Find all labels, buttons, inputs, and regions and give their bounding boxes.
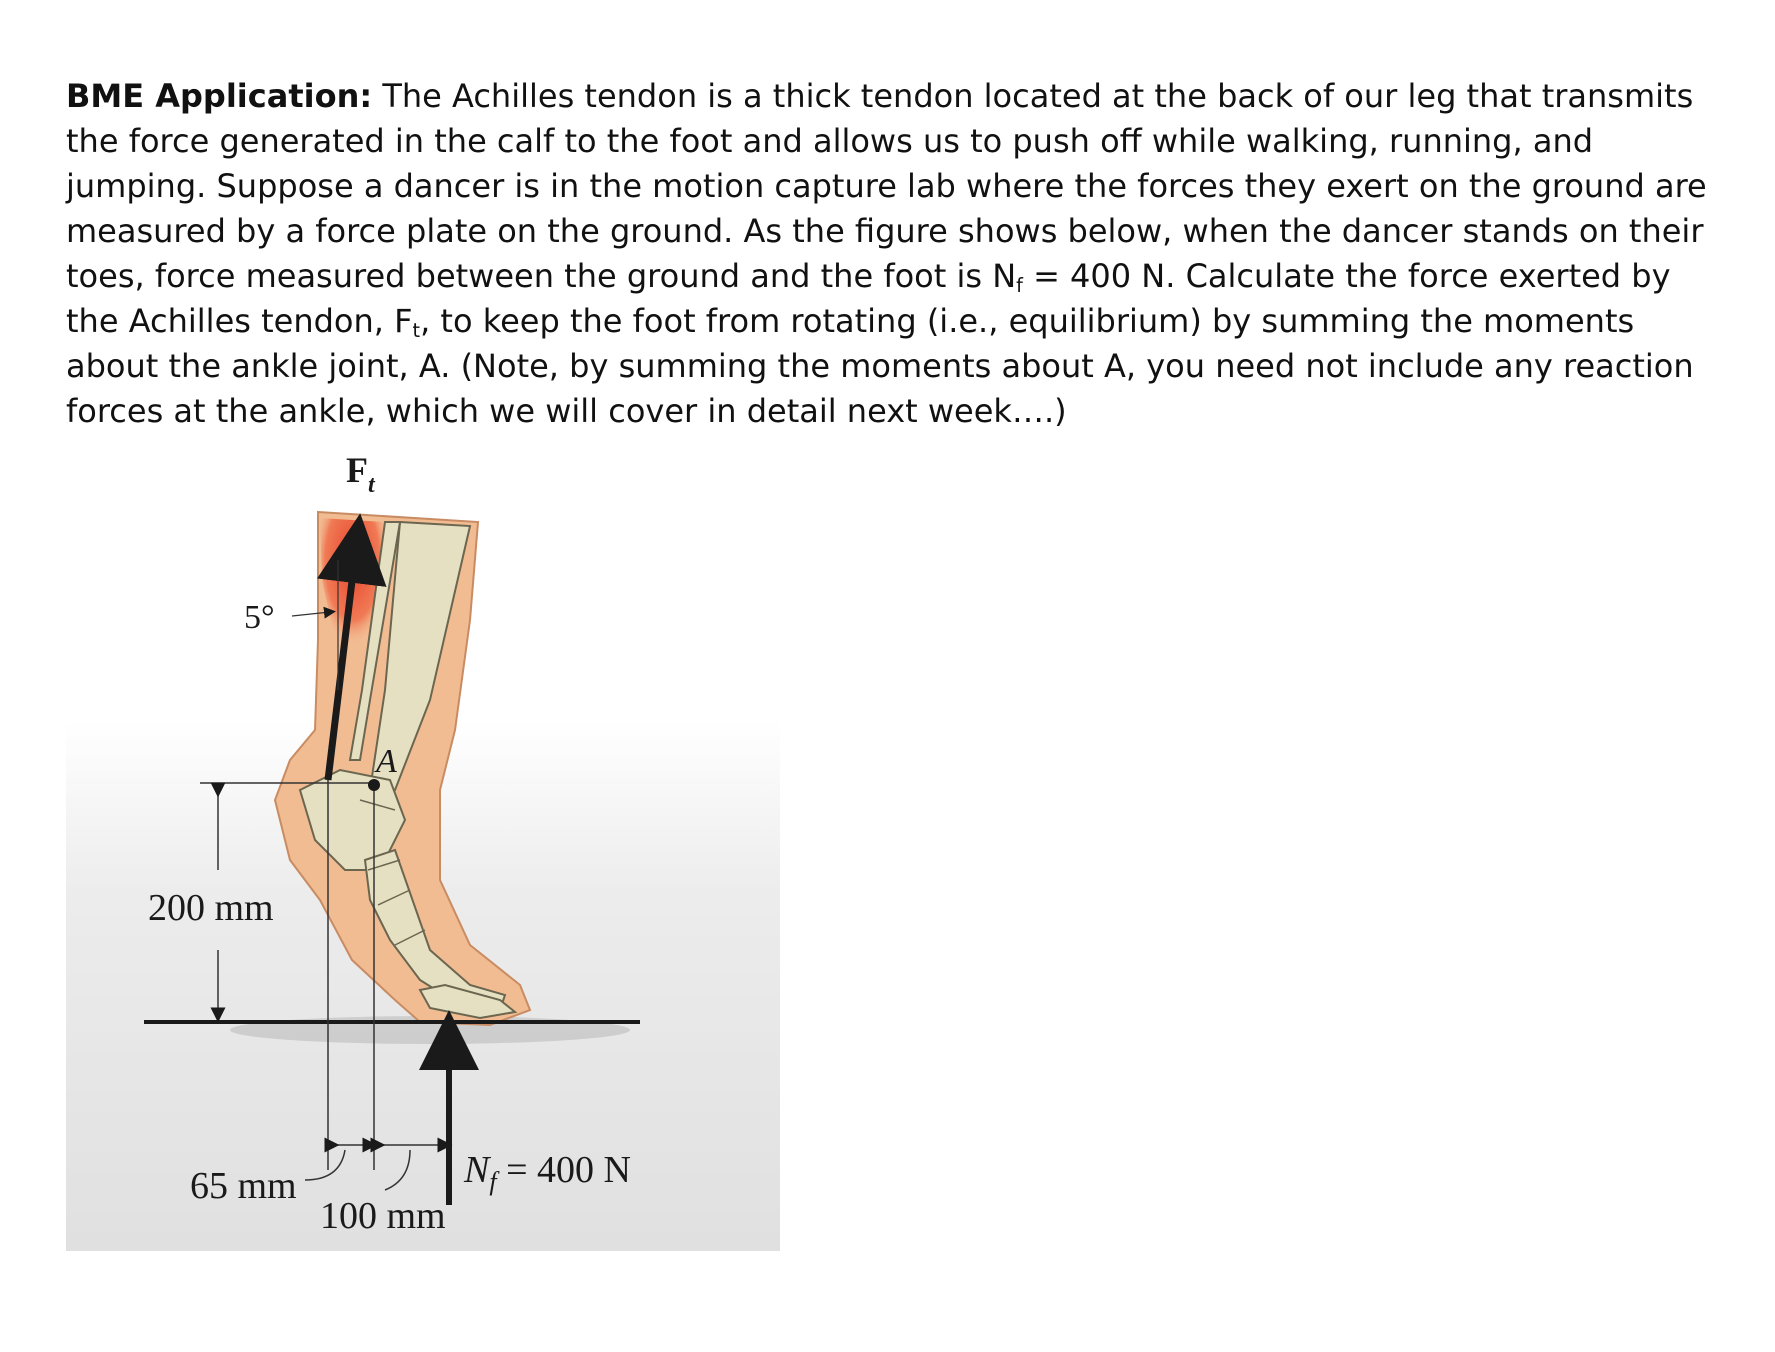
problem-heading: BME Application:: [66, 77, 373, 115]
distance-100mm-label: 100 mm: [320, 1195, 446, 1237]
problem-text-part-3: , to keep the foot from rotating (i.e., equilibrium) by summing the moments about the ankle joint, A. (Note, by summing the moments about A, you need not include any reaction forces at the ankle, which we will cover in detail next week….): [66, 302, 1694, 430]
tendon-force-label: $F_t$: [346, 450, 375, 498]
angle-label: 5°: [244, 599, 275, 636]
ankle-joint-point: [368, 779, 380, 791]
ankle-joint-label: A: [376, 743, 397, 780]
distance-65mm-label: 65 mm: [190, 1165, 297, 1207]
nf-subscript: f: [1016, 273, 1023, 297]
problem-text-part-1: The Achilles tendon is a thick tendon located at the back of our leg that transmits the force generated in the calf to the foot and allows us to push off while walking, running, and jumping. Suppose a dancer is in the motion capture lab where the forces they exert on the ground are measured by a force plate on the ground. As the figure shows below, when the dancer stands on their toes, force measured between the ground and the foot is N: [66, 77, 1707, 295]
problem-text-part-2: = 400 N. Calculate the force exerted by the Achilles tendon, F: [66, 257, 1671, 340]
normal-force-label: $N_f = 400$ N: [464, 1149, 631, 1196]
height-200mm-label: 200 mm: [148, 887, 274, 929]
ft-subscript: t: [412, 318, 421, 342]
